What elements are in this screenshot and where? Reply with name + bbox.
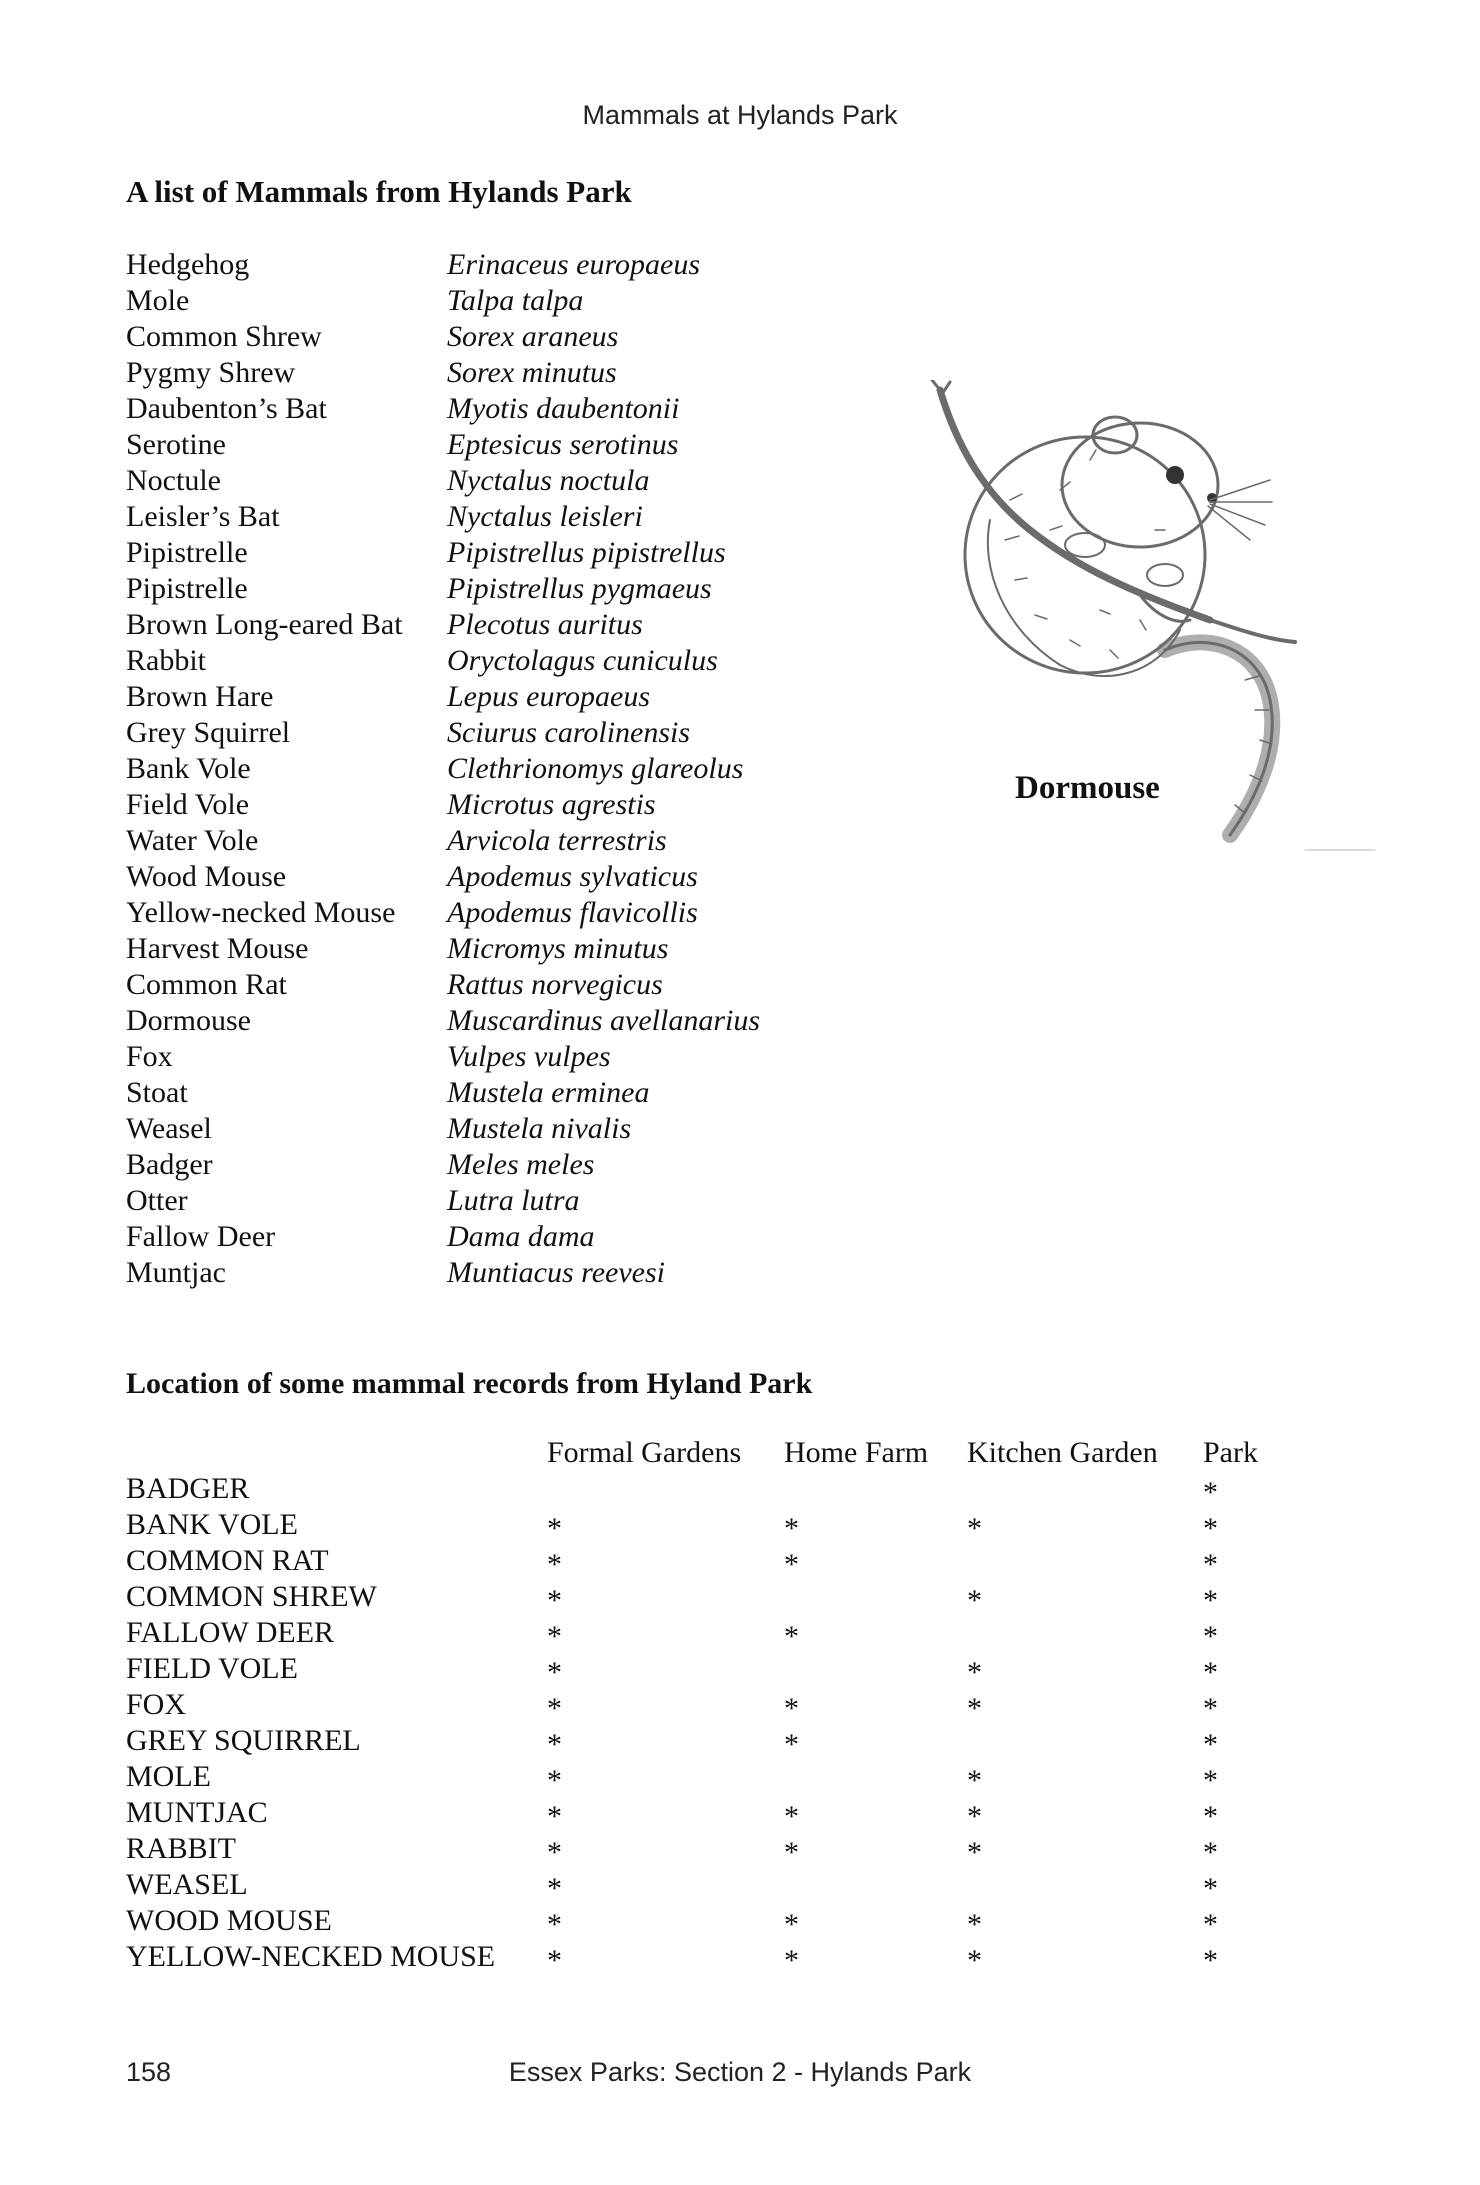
species-latin-name: Muntiacus reevesi: [447, 1256, 665, 1289]
record-mark: *: [784, 1908, 799, 1941]
mammal-name-cell: WEASEL: [126, 1868, 248, 1901]
column-header-formal-gardens: Formal Gardens: [547, 1436, 742, 1469]
species-latin-name: Eptesicus serotinus: [447, 428, 679, 461]
record-mark: *: [967, 1512, 982, 1545]
record-mark: *: [784, 1728, 799, 1761]
record-mark: *: [547, 1764, 562, 1797]
record-mark: *: [784, 1548, 799, 1581]
species-latin-name: Plecotus auritus: [447, 608, 643, 641]
record-mark: *: [1203, 1476, 1218, 1509]
table-row: [126, 1615, 1306, 1651]
species-common-name: Pipistrelle: [126, 536, 248, 569]
record-mark: *: [784, 1620, 799, 1653]
record-mark: *: [547, 1548, 562, 1581]
table-row: [126, 1471, 1306, 1507]
species-latin-name: Apodemus flavicollis: [447, 896, 698, 929]
species-common-name: Fallow Deer: [126, 1220, 276, 1253]
record-mark: *: [1203, 1944, 1218, 1977]
location-table: [126, 1435, 1306, 1975]
species-common-name: Otter: [126, 1184, 188, 1217]
species-common-name: Badger: [126, 1148, 213, 1181]
species-latin-name: Oryctolagus cuniculus: [447, 644, 718, 677]
mammal-name-cell: FALLOW DEER: [126, 1616, 335, 1649]
species-latin-name: Sorex minutus: [447, 356, 617, 389]
species-latin-name: Sciurus carolinensis: [447, 716, 691, 749]
species-common-name: Field Vole: [126, 788, 250, 821]
record-mark: *: [967, 1944, 982, 1977]
species-common-name: Grey Squirrel: [126, 716, 291, 749]
species-common-name: Common Rat: [126, 968, 287, 1001]
species-latin-name: Erinaceus europaeus: [447, 248, 701, 281]
species-common-name: Harvest Mouse: [126, 932, 309, 965]
species-latin-name: Mustela erminea: [447, 1076, 650, 1109]
record-mark: *: [547, 1800, 562, 1833]
species-latin-name: Muscardinus avellanarius: [447, 1004, 761, 1037]
table-row: [126, 1939, 1306, 1975]
column-header-park: Park: [1203, 1436, 1258, 1469]
mammal-name-cell: FOX: [126, 1688, 187, 1721]
record-mark: *: [784, 1944, 799, 1977]
species-latin-name: Myotis daubentonii: [447, 392, 680, 425]
table-header-row: [126, 1435, 1306, 1471]
species-latin-name: Sorex araneus: [447, 320, 619, 353]
record-mark: *: [967, 1908, 982, 1941]
record-mark: *: [547, 1836, 562, 1869]
illustration-caption: Dormouse: [1015, 770, 1160, 806]
mammal-name-cell: YELLOW-NECKED MOUSE: [126, 1940, 496, 1973]
record-mark: *: [784, 1692, 799, 1725]
table-row: [126, 1723, 1306, 1759]
record-mark: *: [967, 1836, 982, 1869]
species-common-name: Common Shrew: [126, 320, 322, 353]
record-mark: *: [967, 1800, 982, 1833]
record-mark: *: [1203, 1800, 1218, 1833]
species-latin-name: Dama dama: [447, 1220, 595, 1253]
mammal-name-cell: BANK VOLE: [126, 1508, 298, 1541]
record-mark: *: [1203, 1692, 1218, 1725]
running-header: Mammals at Hylands Park: [582, 100, 898, 130]
species-latin-name: Vulpes vulpes: [447, 1040, 611, 1073]
record-mark: *: [967, 1584, 982, 1617]
species-latin-name: Nyctalus leisleri: [447, 500, 643, 533]
species-common-name: Mole: [126, 284, 190, 317]
species-latin-name: Lepus europaeus: [447, 680, 651, 713]
mammal-name-cell: RABBIT: [126, 1832, 237, 1865]
location-heading: Location of some mammal records from Hyland Park: [126, 1367, 813, 1400]
record-mark: *: [1203, 1620, 1218, 1653]
dormouse-illustration: [910, 380, 1380, 890]
species-latin-name: Rattus norvegicus: [447, 968, 663, 1001]
species-common-name: Daubenton’s Bat: [126, 392, 327, 425]
species-common-name: Muntjac: [126, 1256, 226, 1289]
mammal-name-cell: MOLE: [126, 1760, 211, 1793]
species-common-name: Pipistrelle: [126, 572, 248, 605]
column-header-kitchen-garden: Kitchen Garden: [967, 1436, 1158, 1469]
record-mark: *: [547, 1656, 562, 1689]
mammal-name-cell: WOOD MOUSE: [126, 1904, 332, 1937]
record-mark: *: [547, 1692, 562, 1725]
species-latin-name: Talpa talpa: [447, 284, 584, 317]
mammal-name-cell: GREY SQUIRREL: [126, 1724, 361, 1757]
mammal-name-cell: MUNTJAC: [126, 1796, 268, 1829]
record-mark: *: [547, 1728, 562, 1761]
species-common-name: Noctule: [126, 464, 221, 497]
table-row: [126, 1579, 1306, 1615]
mammal-name-cell: COMMON SHREW: [126, 1580, 377, 1613]
record-mark: *: [547, 1908, 562, 1941]
species-common-name: Hedgehog: [126, 248, 250, 281]
species-latin-name: Clethrionomys glareolus: [447, 752, 744, 785]
species-common-name: Leisler’s Bat: [126, 500, 280, 533]
record-mark: *: [784, 1836, 799, 1869]
mammal-name-cell: BADGER: [126, 1472, 250, 1505]
record-mark: *: [967, 1764, 982, 1797]
species-common-name: Stoat: [126, 1076, 188, 1109]
species-common-name: Yellow-necked Mouse: [126, 896, 396, 929]
mammal-name-cell: COMMON RAT: [126, 1544, 329, 1577]
record-mark: *: [1203, 1872, 1218, 1905]
record-mark: *: [1203, 1584, 1218, 1617]
footer-title: Essex Parks: Section 2 - Hylands Park: [508, 2057, 972, 2087]
species-latin-name: Lutra lutra: [447, 1184, 580, 1217]
mammal-name-cell: FIELD VOLE: [126, 1652, 298, 1685]
table-row: [126, 1543, 1306, 1579]
table-row: [126, 1831, 1306, 1867]
record-mark: *: [1203, 1512, 1218, 1545]
record-mark: *: [1203, 1836, 1218, 1869]
species-common-name: Water Vole: [126, 824, 259, 857]
table-row: [126, 1867, 1306, 1903]
species-latin-name: Micromys minutus: [447, 932, 669, 965]
species-latin-name: Nyctalus noctula: [447, 464, 650, 497]
record-mark: *: [1203, 1656, 1218, 1689]
species-latin-name: Mustela nivalis: [447, 1112, 632, 1145]
record-mark: *: [784, 1800, 799, 1833]
column-header-home-farm: Home Farm: [784, 1436, 929, 1469]
record-mark: *: [1203, 1764, 1218, 1797]
table-row: [126, 1795, 1306, 1831]
species-common-name: Brown Hare: [126, 680, 274, 713]
species-common-name: Weasel: [126, 1112, 212, 1145]
record-mark: *: [547, 1620, 562, 1653]
species-latin-name: Microtus agrestis: [447, 788, 656, 821]
species-common-name: Bank Vole: [126, 752, 251, 785]
table-row: [126, 1507, 1306, 1543]
table-row: [126, 1651, 1306, 1687]
species-latin-name: Meles meles: [447, 1148, 595, 1181]
page-number: 158: [126, 2057, 172, 2087]
record-mark: *: [547, 1872, 562, 1905]
species-latin-name: Apodemus sylvaticus: [447, 860, 698, 893]
species-common-name: Fox: [126, 1040, 173, 1073]
record-mark: *: [547, 1584, 562, 1617]
record-mark: *: [1203, 1908, 1218, 1941]
species-common-name: Rabbit: [126, 644, 206, 677]
record-mark: *: [547, 1944, 562, 1977]
species-latin-name: Arvicola terrestris: [447, 824, 667, 857]
record-mark: *: [967, 1656, 982, 1689]
species-latin-name: Pipistrellus pygmaeus: [447, 572, 712, 605]
record-mark: *: [967, 1692, 982, 1725]
record-mark: *: [1203, 1728, 1218, 1761]
species-latin-name: Pipistrellus pipistrellus: [447, 536, 726, 569]
record-mark: *: [1203, 1548, 1218, 1581]
table-row: [126, 1903, 1306, 1939]
species-list-heading: A list of Mammals from Hylands Park: [126, 174, 632, 209]
species-common-name: Serotine: [126, 428, 226, 461]
species-common-name: Wood Mouse: [126, 860, 287, 893]
record-mark: *: [784, 1512, 799, 1545]
species-common-name: Brown Long-eared Bat: [126, 608, 403, 641]
record-mark: *: [547, 1512, 562, 1545]
table-row: [126, 1759, 1306, 1795]
species-common-name: Dormouse: [126, 1004, 251, 1037]
table-row: [126, 1687, 1306, 1723]
species-common-name: Pygmy Shrew: [126, 356, 296, 389]
